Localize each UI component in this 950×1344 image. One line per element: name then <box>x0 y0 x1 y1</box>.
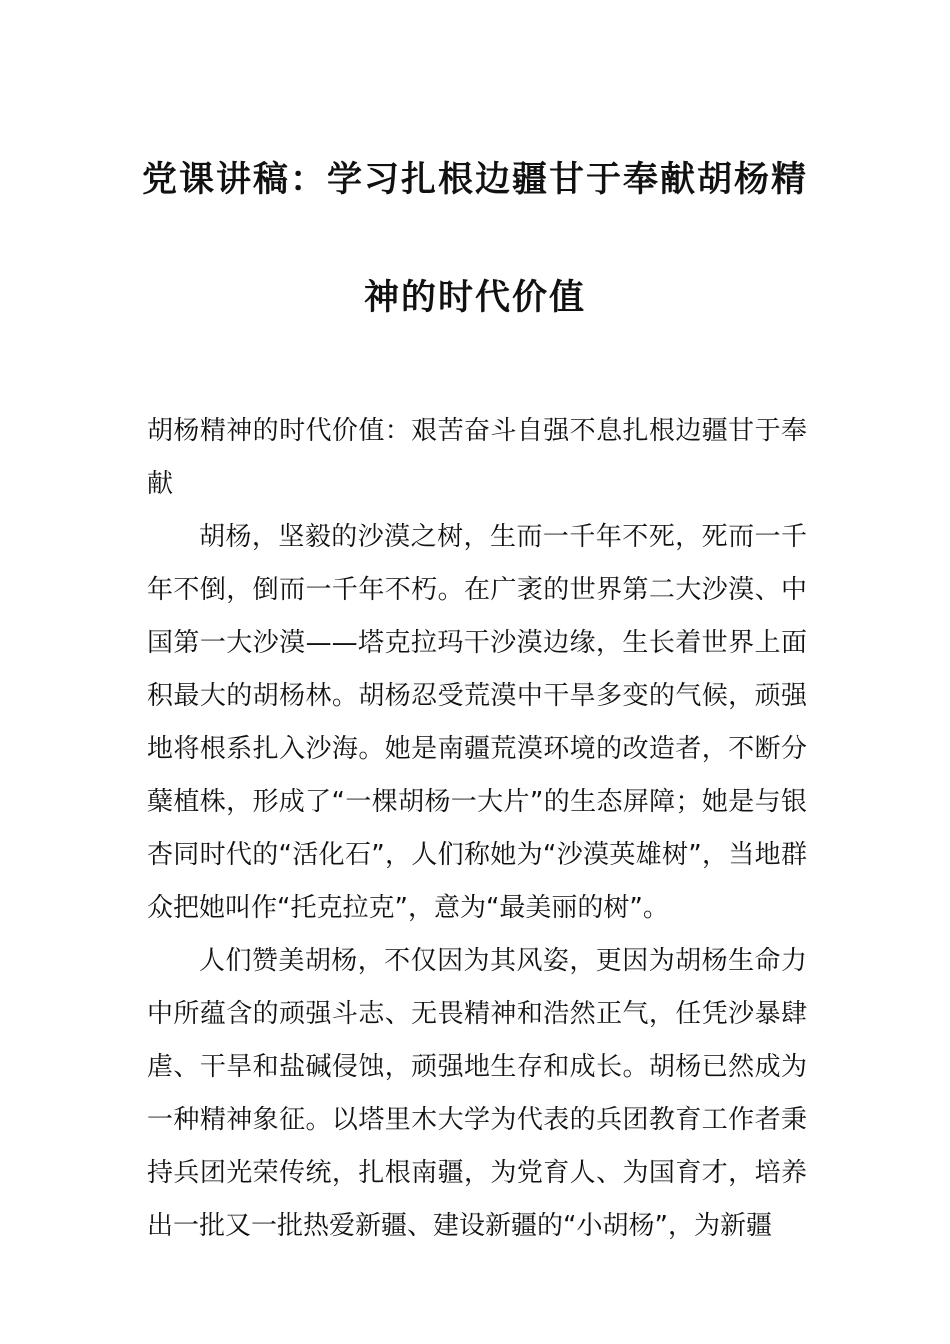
document-subtitle: 胡杨精神的时代价值：艰苦奋斗自强不息扎根边疆甘于奉献 <box>147 416 807 499</box>
document-title-line-2: 神的时代价值 <box>363 277 586 318</box>
document-body <box>147 405 807 1253</box>
body-paragraph-1: 胡杨，坚毅的沙漠之树，生而一千年不死，死而一千年不倒，倒而一千年不朽。在广袤的世界第二大沙漠、中国第一大沙漠——塔克拉玛干沙漠边缘，生长着世界上面积最大的胡杨林。胡杨忍受荒漠中干旱多变的气候，顽强地将根系扎入沙海。她是南疆荒漠环境的改造者，不断分蘖植株，形成了“一棵胡杨一大片”的生态屏障；她是与银杏同时代的“活化石”，人们称她为“沙漠英雄树”，当地群众把她叫作“托克拉克”，意为“最美丽的树”。 <box>147 522 807 923</box>
body-paragraph-2: 人们赞美胡杨，不仅因为其风姿，更因为胡杨生命力中所蕴含的顽强斗志、无畏精神和浩然正气，任凭沙暴肆虐、干旱和盐碱侵蚀，顽强地生存和成长。胡杨已然成为一种精神象征。以塔里木大学为代表的兵团教育工作者秉持兵团光荣传统，扎根南疆，为党育人、为国育才，培养出一批又一批热爱新疆、建设新疆的“小胡杨”，为新疆 <box>147 946 807 1241</box>
document-title-line-1: 党课讲稿：学习扎根边疆甘于奉献胡杨精 <box>141 159 808 200</box>
